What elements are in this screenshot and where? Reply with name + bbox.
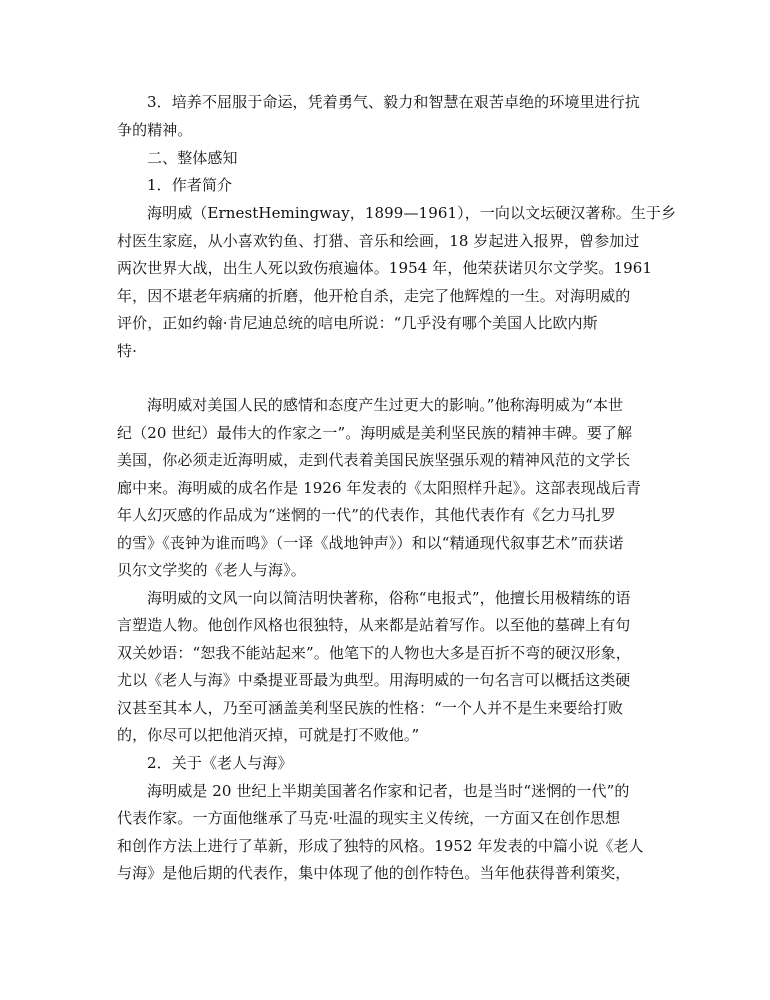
text-line: 海明威的文风一向以简洁明快著称，俗称“电报式”，他擅长用极精练的语 (147, 589, 631, 607)
text-line: 纪（20 世纪）最伟大的作家之一”。海明威是美利坚民族的精神丰碑。要了解 (117, 424, 633, 442)
text-line: 的雪》《丧钟为谁而鸣》（一译《战地钟声》）和以“精通现代叙事艺术”而获诺 (117, 534, 624, 552)
text-line: 海明威是 20 世纪上半期美国著名作家和记者，也是当时“迷惘的一代”的 (147, 782, 630, 800)
subsection-heading: 1．作者简介 (147, 176, 233, 194)
text-line: 评价，正如约翰·肯尼迪总统的唁电所说：“几乎没有哪个美国人比欧内斯 (117, 314, 598, 332)
text-line: 汉甚至其本人，乃至可涵盖美利坚民族的性格：“一个人并不是生来要给打败 (117, 699, 624, 717)
text-line: 年人幻灭感的作品成为“迷惘的一代”的代表作，其他代表作有《乞力马扎罗 (117, 506, 616, 524)
text-line: 年，因不堪老年病痛的折磨，他开枪自杀，走完了他辉煌的一生。对海明威的 (117, 287, 631, 305)
section-heading: 二、整体感知 (147, 149, 238, 167)
text-line: 两次世界大战，出生人死以致伤痕遍体。1954 年，他荣获诺贝尔文学奖。1961 (117, 259, 653, 277)
text-line: 美国，你必须走近海明威，走到代表着美国民族坚强乐观的精神风范的文学长 (117, 451, 631, 469)
text-line: 廊中来。海明威的成名作是 1926 年发表的《太阳照样升起》。这部表现战后青 (117, 479, 642, 497)
text-line: 尤以《老人与海》中桑提亚哥最为典型。用海明威的一句名言可以概括这类硬 (117, 671, 631, 689)
text-line: 代表作家。一方面他继承了马克·吐温的现实主义传统，一方面又在创作思想 (117, 809, 621, 827)
text-line: 的，你尽可以把他消灭掉，可就是打不败他。” (117, 726, 420, 744)
text-line: 特· (117, 342, 137, 360)
text-line: 和创作方法上进行了革新，形成了独特的风格。1952 年发表的中篇小说《老人 (117, 837, 644, 855)
text-line: 村医生家庭，从小喜欢钓鱼、打猎、音乐和绘画，18 岁起进入报界，曾参加过 (117, 232, 640, 250)
text-line: 与海》是他后期的代表作，集中体现了他的创作特色。当年他获得普利策奖， (117, 864, 631, 882)
text-line: 海明威对美国人民的感情和态度产生过更大的影响。”他称海明威为“本世 (147, 396, 624, 414)
text-line: 双关妙语：“恕我不能站起来”。他笔下的人物也大多是百折不弯的硬汉形象， (117, 644, 631, 662)
text-line: 争的精神。 (117, 121, 193, 139)
text-line: 贝尔文学奖的《老人与海》。 (117, 561, 306, 579)
text-line: 言塑造人物。他创作风格也很独特，从来都是站着写作。以至他的墓碑上有句 (117, 616, 631, 634)
subsection-heading: 2．关于《老人与海》 (147, 754, 293, 772)
text-line: 3．培养不屈服于命运，凭着勇气、毅力和智慧在艰苦卓绝的环境里进行抗 (147, 93, 640, 111)
text-line: 海明威（ErnestHemingway，1899—1961），一向以文坛硬汉著称。生于乡 (147, 204, 677, 222)
